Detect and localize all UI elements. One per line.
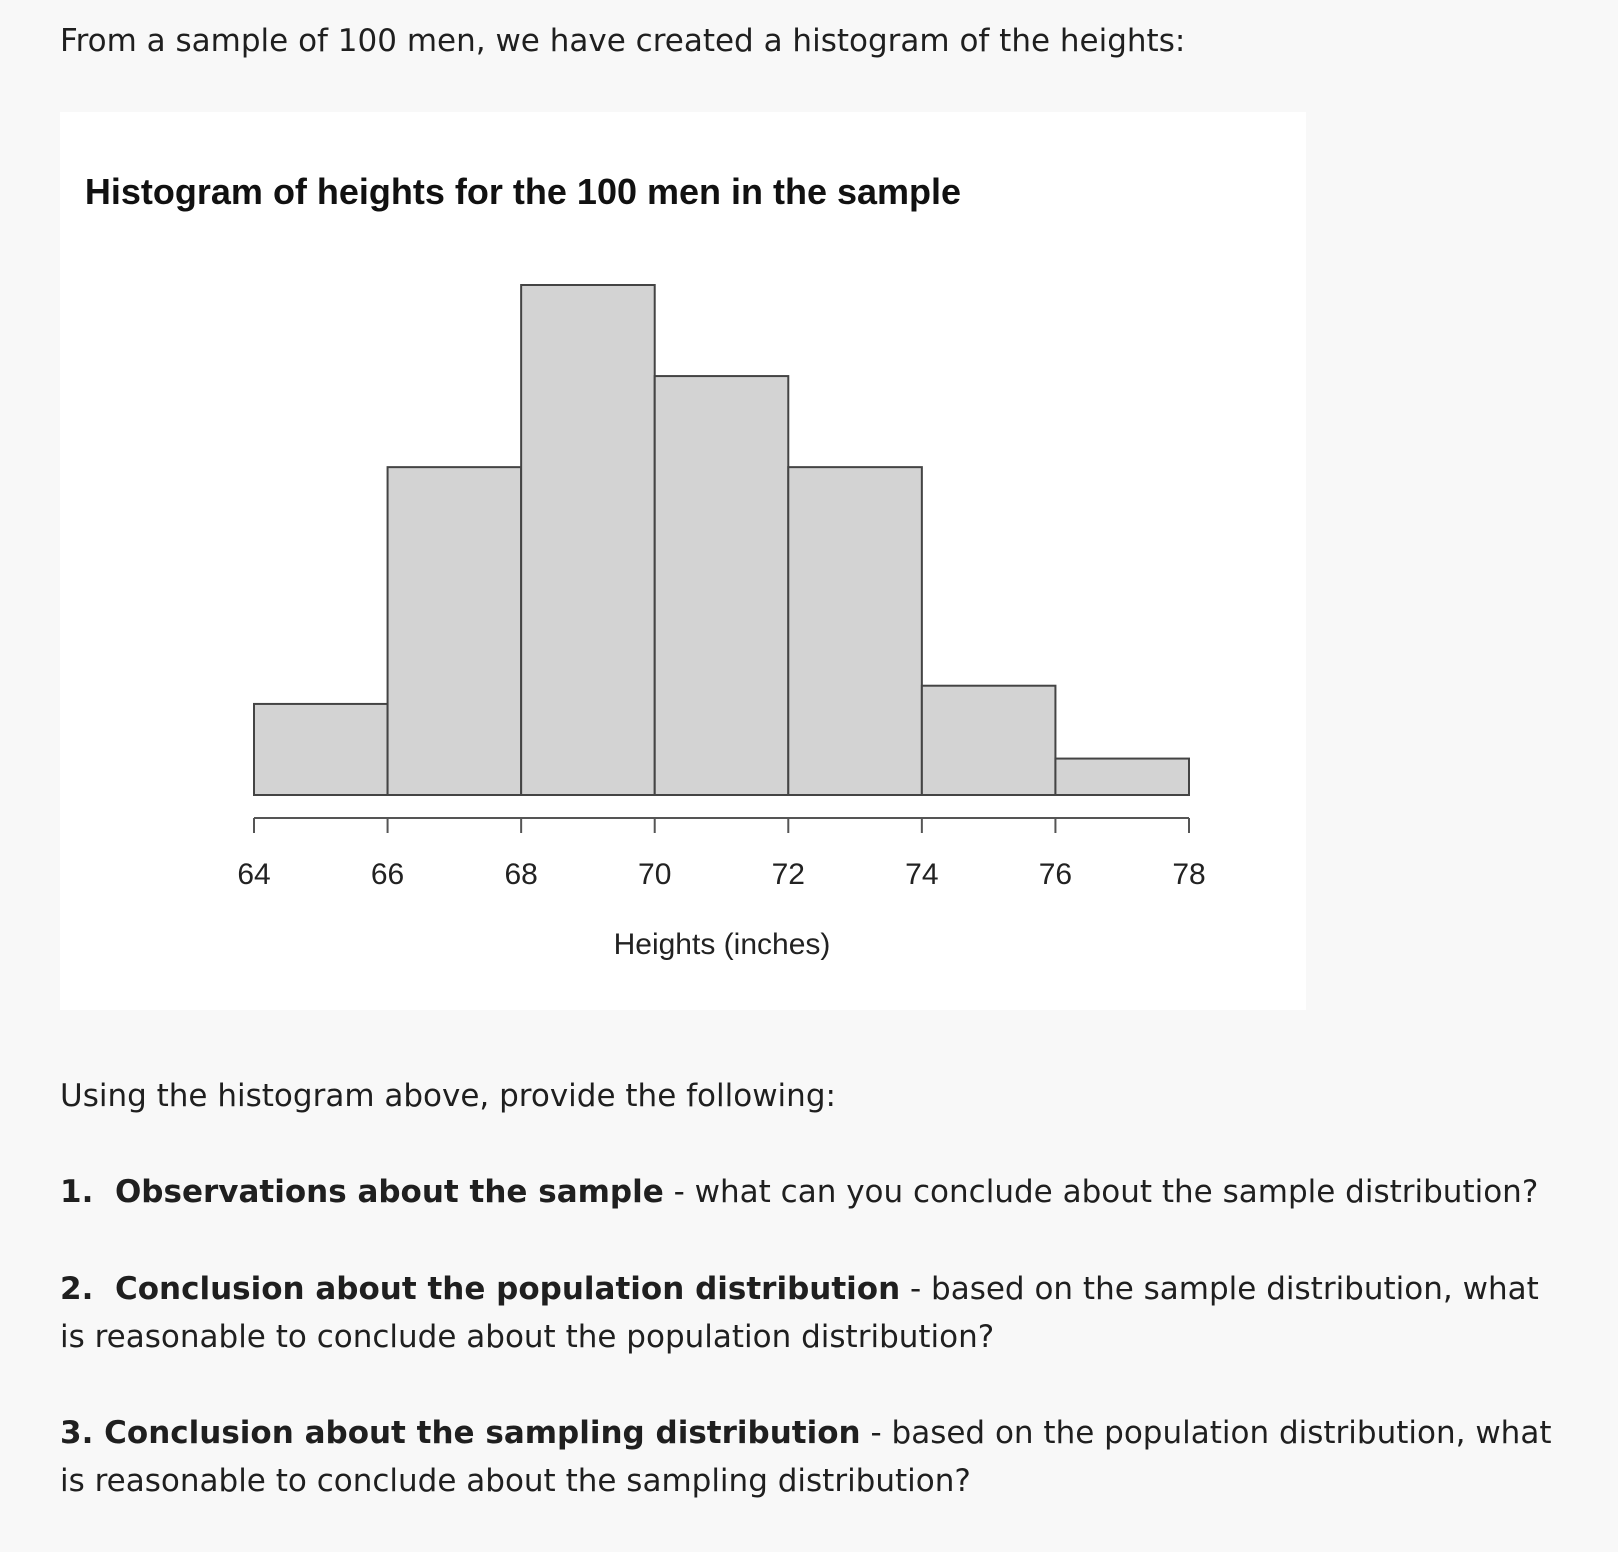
histogram-figure xyxy=(60,112,1306,1010)
x-tick-label-74: 74 xyxy=(905,858,939,891)
question-1-heading: Observations about the sample xyxy=(114,1174,664,1210)
questions-intro: Using the histogram above, provide the following: xyxy=(60,1078,836,1114)
histogram-bar-74-76 xyxy=(922,686,1056,795)
histogram-bar-70-72 xyxy=(655,376,789,795)
x-axis xyxy=(237,818,1205,891)
question-1 xyxy=(60,1168,1570,1216)
x-tick-label-66: 66 xyxy=(370,858,405,891)
histogram-bar-66-68 xyxy=(388,467,522,795)
histogram-bar-68-70 xyxy=(521,285,655,795)
histogram-chart xyxy=(60,112,1306,1010)
x-axis-label: Heights (inches) xyxy=(613,928,831,961)
question-2-number: 2. xyxy=(60,1271,94,1307)
question-3-title xyxy=(60,1415,861,1451)
histogram-bar-76-78 xyxy=(1055,759,1189,795)
question-1-text: - what can you conclude about the sample distribution? xyxy=(663,1174,1539,1210)
question-1-title xyxy=(60,1174,664,1210)
question-2 xyxy=(60,1265,1570,1361)
x-tick-label-64: 64 xyxy=(237,858,271,891)
histogram-bar-64-66 xyxy=(254,704,388,795)
question-2-title xyxy=(60,1271,900,1307)
intro-text: From a sample of 100 men, we have created a histogram of the heights: xyxy=(60,23,1186,59)
question-2-heading: Conclusion about the population distribution xyxy=(114,1271,901,1307)
x-tick-label-78: 78 xyxy=(1172,858,1206,891)
histogram-bar-72-74 xyxy=(788,467,922,795)
chart-title: Histogram of heights for the 100 men in the sample xyxy=(84,171,962,212)
x-tick-label-68: 68 xyxy=(504,858,538,891)
question-3-number: 3. xyxy=(60,1415,94,1451)
question-2-text: - based on the sample distribution, what is reasonable to conclude about the population distribution? xyxy=(60,1271,1539,1355)
x-tick-label-70: 70 xyxy=(638,858,672,891)
x-tick-label-72: 72 xyxy=(771,858,805,891)
question-3 xyxy=(60,1409,1570,1505)
x-tick-label-76: 76 xyxy=(1038,858,1073,891)
histogram-bars xyxy=(254,285,1189,795)
question-1-number: 1. xyxy=(60,1174,94,1210)
question-3-heading: Conclusion about the sampling distribution xyxy=(104,1415,861,1451)
question-3-text: - based on the population distribution, what is reasonable to conclude about the sampling distribution? xyxy=(60,1415,1552,1499)
